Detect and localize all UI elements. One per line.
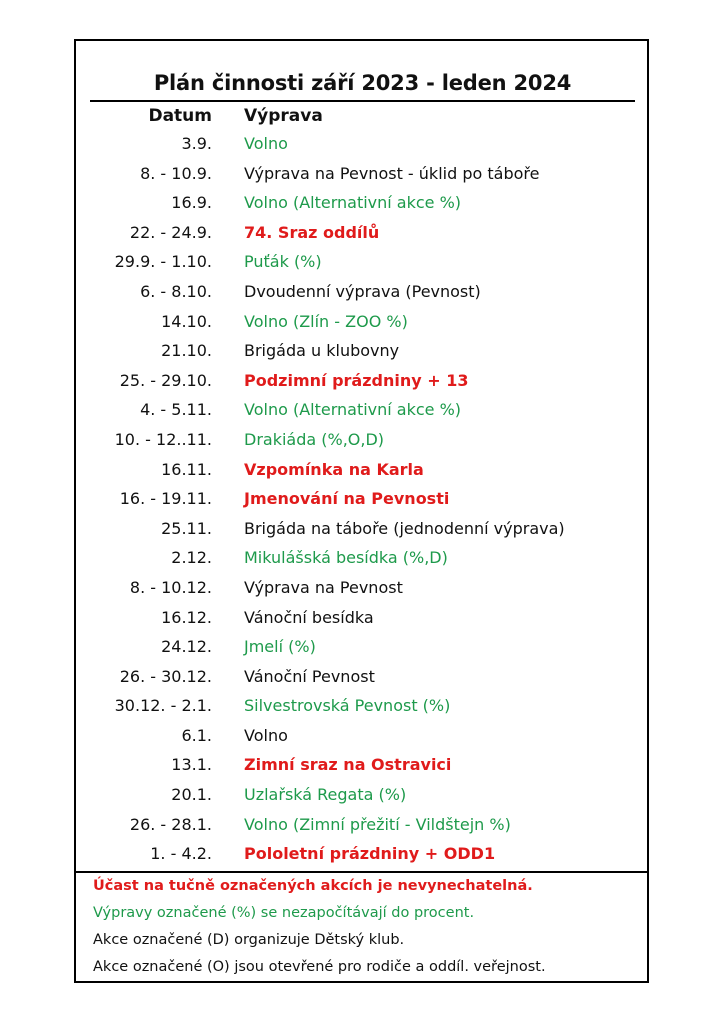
row-event: Dvoudenní výprava (Pevnost) — [244, 281, 481, 301]
schedule-row — [76, 543, 647, 573]
schedule-list — [76, 129, 647, 869]
note-children-club: Akce označené (D) organizuje Dětský klub. — [93, 932, 405, 948]
row-date: 26. - 28.1. — [129, 814, 212, 834]
row-date: 24.12. — [161, 637, 212, 657]
schedule-row — [76, 721, 647, 751]
note-percent: Výpravy označené (%) se nezapočítávají do procent. — [93, 905, 475, 921]
row-date: 16.11. — [161, 459, 212, 479]
row-date: 1. - 4.2. — [150, 844, 212, 864]
row-date: 16. - 19.11. — [119, 489, 212, 509]
row-date: 29.9. - 1.10. — [114, 252, 212, 272]
schedule-row — [76, 395, 647, 425]
row-event: Drakiáda (%,O,D) — [244, 429, 385, 449]
row-event: Silvestrovská Pevnost (%) — [244, 696, 451, 716]
row-date: 25. - 29.10. — [119, 370, 212, 390]
schedule-row — [76, 247, 647, 277]
row-event: Volno (Alternativní akce %) — [244, 400, 462, 420]
row-event: Volno — [244, 725, 288, 745]
schedule-row — [76, 691, 647, 721]
row-date: 2.12. — [171, 548, 212, 568]
row-date: 6.1. — [181, 725, 212, 745]
schedule-row — [76, 425, 647, 455]
page-title: Plán činnosti září 2023 - leden 2024 — [90, 66, 635, 102]
row-date: 4. - 5.11. — [140, 400, 212, 420]
row-date: 8. - 10.9. — [140, 163, 212, 183]
row-event: Vzpomínka na Karla — [244, 459, 424, 479]
row-event: Uzlařská Regata (%) — [244, 785, 407, 805]
row-date: 25.11. — [161, 518, 212, 538]
row-event: Výprava na Pevnost - úklid po táboře — [244, 163, 540, 183]
schedule-row — [76, 188, 647, 218]
schedule-row — [76, 277, 647, 307]
row-date: 13.1. — [171, 755, 212, 775]
row-event: Brigáda u klubovny — [244, 341, 400, 361]
schedule-row — [76, 129, 647, 159]
row-date: 21.10. — [161, 341, 212, 361]
note-open-events: Akce označené (O) jsou otevřené pro rodiče a oddíl. veřejnost. — [93, 959, 546, 975]
schedule-row — [76, 455, 647, 485]
row-event: Volno — [244, 134, 288, 153]
schedule-row — [76, 484, 647, 514]
row-event: Pololetní prázdniny + ODD1 — [244, 844, 496, 864]
schedule-row — [76, 159, 647, 189]
row-event: Brigáda na táboře (jednodenní výprava) — [244, 518, 565, 538]
row-event: Zimní sraz na Ostravici — [244, 755, 452, 775]
schedule-row — [76, 750, 647, 780]
schedule-row — [76, 514, 647, 544]
row-event: Volno (Zimní přežití - Vildštejn %) — [244, 814, 511, 834]
row-event: 74. Sraz oddílů — [244, 222, 380, 242]
row-date: 6. - 8.10. — [140, 281, 212, 301]
row-date: 20.1. — [171, 785, 212, 805]
column-header-event: Výprava — [244, 106, 323, 126]
schedule-row — [76, 810, 647, 840]
schedule-row — [76, 603, 647, 633]
legend-notes — [93, 873, 643, 981]
row-event: Volno (Alternativní akce %) — [244, 193, 462, 213]
schedule-row — [76, 839, 647, 869]
row-date: 30.12. - 2.1. — [114, 696, 212, 716]
row-event: Mikulášská besídka (%,D) — [244, 548, 448, 568]
row-date: 22. - 24.9. — [129, 222, 212, 242]
row-event: Puťák (%) — [244, 252, 322, 272]
row-event: Vánoční Pevnost — [244, 666, 375, 686]
row-event: Vánoční besídka — [244, 607, 374, 627]
schedule-row — [76, 632, 647, 662]
row-event: Volno (Zlín - ZOO %) — [244, 311, 408, 331]
row-date: 3.9. — [181, 134, 212, 153]
schedule-row — [76, 662, 647, 692]
row-date: 16.9. — [171, 193, 212, 213]
row-event: Podzimní prázdniny + 13 — [244, 370, 469, 390]
row-event: Výprava na Pevnost — [244, 577, 403, 597]
column-header-date: Datum — [148, 106, 212, 126]
row-date: 14.10. — [161, 311, 212, 331]
row-date: 10. - 12..11. — [114, 429, 212, 449]
row-event: Jmenování na Pevnosti — [244, 489, 450, 509]
row-date: 8. - 10.12. — [129, 577, 212, 597]
schedule-row — [76, 218, 647, 248]
note-mandatory: Účast na tučně označených akcích je nevynechatelná. — [93, 878, 533, 894]
row-date: 16.12. — [161, 607, 212, 627]
schedule-row — [76, 780, 647, 810]
schedule-row — [76, 366, 647, 396]
schedule-row — [76, 336, 647, 366]
schedule-row — [76, 307, 647, 337]
schedule-row — [76, 573, 647, 603]
row-event: Jmelí (%) — [244, 637, 316, 657]
row-date: 26. - 30.12. — [119, 666, 212, 686]
